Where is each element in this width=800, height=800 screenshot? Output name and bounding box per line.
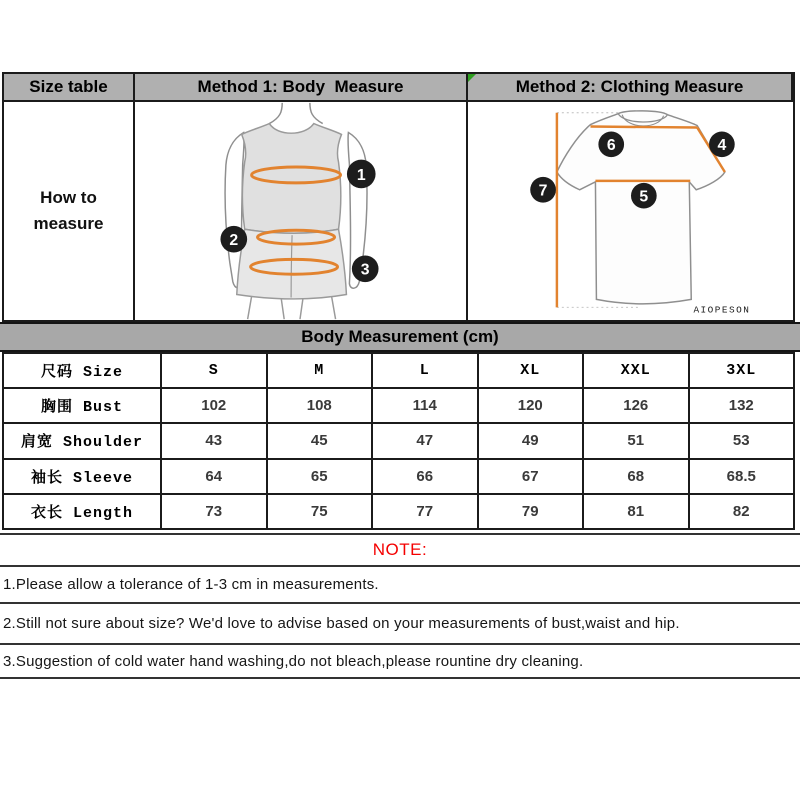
note-item-3: 3.Suggestion of cold water hand washing,do not bleach,please rountine dry cleaning. (0, 645, 800, 679)
sleeve-value: 68 (583, 459, 689, 494)
sleeve-value: 68.5 (689, 459, 795, 494)
sleeve-value: 66 (372, 459, 478, 494)
table-row (3, 459, 794, 494)
size-col-xxl: XXL (583, 353, 689, 388)
size-col-xl: XL (478, 353, 584, 388)
note-title: NOTE: (0, 533, 800, 567)
clothing-measure-diagram-cell (468, 102, 793, 320)
svg-text:7: 7 (538, 182, 548, 200)
green-corner-marker-icon (468, 74, 476, 82)
shoulder-value: 45 (267, 423, 373, 458)
shoulder-value: 51 (583, 423, 689, 458)
shoulder-value: 49 (478, 423, 584, 458)
table-row (3, 353, 794, 388)
length-value: 79 (478, 494, 584, 529)
brand-label: AIOPESON (693, 304, 751, 316)
shoulder-badge (598, 131, 624, 157)
bust-value: 126 (583, 388, 689, 423)
size-col-l: L (372, 353, 478, 388)
shoulder-row-label: 肩宽 Shoulder (3, 423, 161, 458)
bust-value: 102 (161, 388, 267, 423)
size-table (2, 352, 795, 530)
shoulder-value: 43 (161, 423, 267, 458)
shoulder-value: 53 (689, 423, 795, 458)
length-value: 75 (267, 494, 373, 529)
svg-text:5: 5 (639, 188, 649, 206)
length-value: 82 (689, 494, 795, 529)
method2-header (468, 74, 793, 102)
bust-value: 114 (372, 388, 478, 423)
svg-text:4: 4 (717, 137, 727, 155)
method2-header-label: Method 2: Clothing Measure (515, 77, 744, 96)
table-row (3, 423, 794, 458)
chest-badge (631, 183, 657, 209)
size-row-label: 尺码 Size (3, 353, 161, 388)
bust-row-label: 胸围 Bust (3, 388, 161, 423)
size-col-m: M (267, 353, 373, 388)
waist-badge (220, 226, 247, 253)
how-to-measure-cell: How to measure (4, 102, 135, 320)
body-measurement-bar: Body Measurement (cm) (0, 322, 800, 352)
sleeve-row-label: 袖长 Sleeve (3, 459, 161, 494)
shoulder-value: 47 (372, 423, 478, 458)
size-table-header: Size table (4, 74, 135, 102)
note-item-2: 2.Still not sure about size? We'd love to advise based on your measurements of bust,waist and hip. (0, 604, 800, 645)
note-item-1: 1.Please allow a tolerance of 1-3 cm in measurements. (0, 567, 800, 604)
length-value: 81 (583, 494, 689, 529)
length-value: 77 (372, 494, 478, 529)
length-badge (530, 177, 556, 203)
legs-outline (248, 296, 336, 319)
length-row-label: 衣长 Length (3, 494, 161, 529)
shoulder-measure-line (590, 127, 697, 128)
notes-section (0, 533, 800, 679)
svg-text:6: 6 (606, 137, 616, 155)
top-section (2, 72, 795, 322)
svg-text:2: 2 (229, 232, 239, 250)
length-value: 73 (161, 494, 267, 529)
bust-value: 132 (689, 388, 795, 423)
hip-badge (352, 255, 379, 282)
sleeve-value: 65 (267, 459, 373, 494)
table-row (3, 494, 794, 529)
sleeve-value: 67 (478, 459, 584, 494)
table-row (3, 388, 794, 423)
tshirt-diagram (468, 102, 793, 320)
svg-text:1: 1 (356, 166, 366, 184)
svg-text:3: 3 (360, 261, 370, 279)
body-figure-diagram (135, 102, 464, 320)
size-col-3xl: 3XL (689, 353, 795, 388)
bust-badge (347, 160, 376, 189)
size-col-s: S (161, 353, 267, 388)
bust-value: 108 (267, 388, 373, 423)
method1-header: Method 1: Body Measure (135, 74, 468, 102)
sleeve-value: 64 (161, 459, 267, 494)
body-measure-diagram-cell (135, 102, 468, 320)
sleeve-badge (709, 131, 735, 157)
bust-value: 120 (478, 388, 584, 423)
